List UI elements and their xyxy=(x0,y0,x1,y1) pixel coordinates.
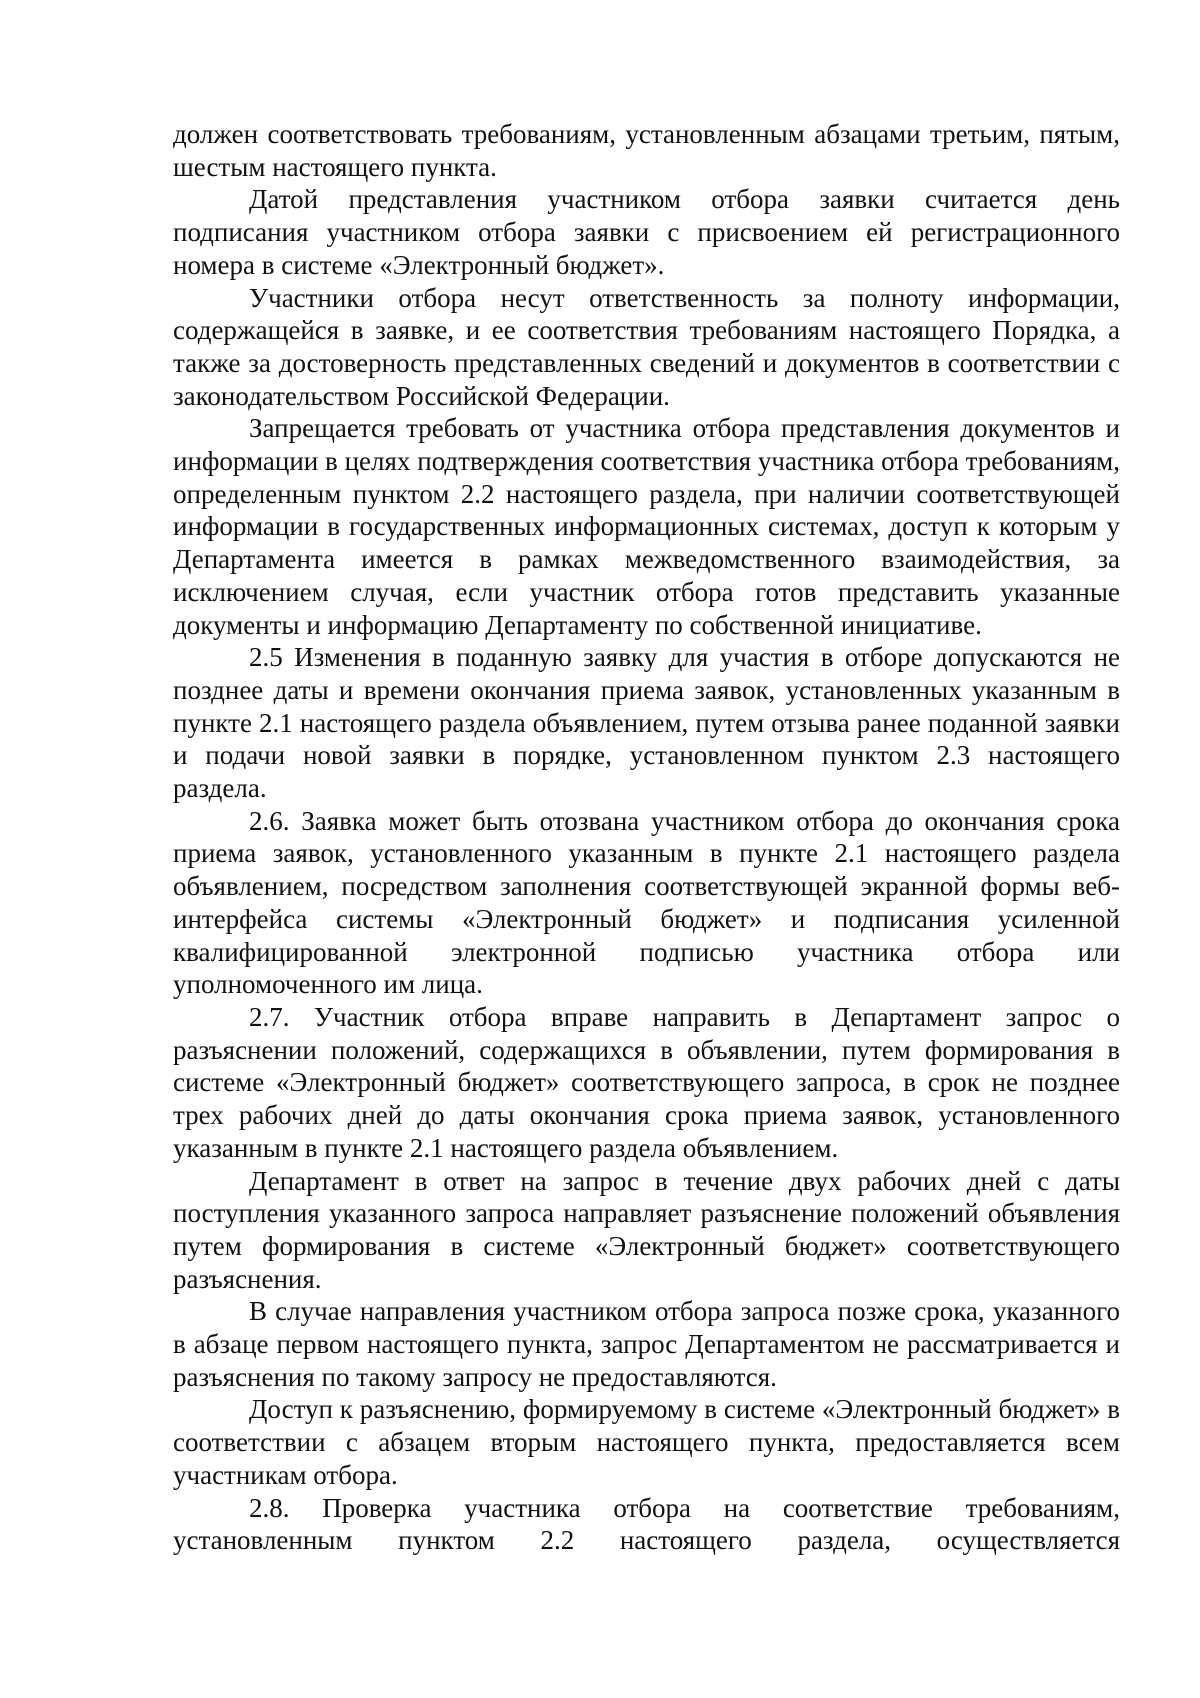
paragraph-late-request: В случае направления участником отбора запроса позже срока, указанного в абзаце первом настоящего пункта, запрос Департаментом не рассматривается и разъяснения по такому запросу не предоставляются. xyxy=(173,1296,1120,1392)
paragraph-submission-date: Датой представления участником отбора заявки считается день подписания участником отбора заявки с присвоением ей регистрационного номера в системе «Электронный бюджет». xyxy=(173,184,1120,280)
paragraph-2-7: 2.7. Участник отбора вправе направить в Департамент запрос о разъяснении положений, содержащихся в объявлении, путем формирования в системе «Электронный бюджет» соответствующего запроса, в срок не позднее трех рабочих дней до даты окончания срока приема заявок, установленного указанным в пункте 2.1 настоящего раздела объявлением. xyxy=(173,1001,1120,1163)
paragraph-2-6: 2.6. Заявка может быть отозвана участником отбора до окончания срока приема заявок, установленного указанным в пункте 2.1 настоящего раздела объявлением, посредством заполнения соответствующей экранной формы веб-интерфейса системы «Электронный бюджет» и подписания усиленной квалифицированной электронной подписью участника отбора или уполномоченного им лица. xyxy=(173,805,1120,1000)
paragraph-department-response: Департамент в ответ на запрос в течение двух рабочих дней с даты поступления указанного запроса направляет разъяснение положений объявления путем формирования в системе «Электронный бюджет» соответствующего разъяснения. xyxy=(173,1165,1120,1294)
document-page xyxy=(173,118,1120,1557)
paragraph-2-5: 2.5 Изменения в поданную заявку для участия в отборе допускаются не позднее даты и времени окончания приема заявок, установленных указанным в пункте 2.1 настоящего раздела объявлением, путем отзыва ранее поданной заявки и подачи новой заявки в порядке, установленном пунктом 2.3 настоящего раздела. xyxy=(173,642,1120,804)
paragraph-participant-responsibility: Участники отбора несут ответственность за полноту информации, содержащейся в заявке, и ее соответствия требованиям настоящего Порядка, а также за достоверность представленных сведений и документов в соответствии с законодательством Российской Федерации. xyxy=(173,282,1120,411)
paragraph-document-request-prohibition: Запрещается требовать от участника отбора представления документов и информации в целях подтверждения соответствия участника отбора требованиям, определенным пунктом 2.2 настоящего раздела, при наличии соответствующей информации в государственных информационных системах, доступ к которым у Департамента имеется в рамках межведомственного взаимодействия, за исключением случая, если участник отбора готов представить указанные документы и информацию Департаменту по собственной инициативе. xyxy=(173,413,1120,640)
paragraph-clarification-access: Доступ к разъяснению, формируемому в системе «Электронный бюджет» в соответствии с абзацем вторым настоящего пункта, предоставляется всем участникам отбора. xyxy=(173,1394,1120,1490)
paragraph-2-8: 2.8. Проверка участника отбора на соответствие требованиям, установленным пунктом 2.2 настоящего раздела, осуществляется xyxy=(173,1492,1120,1556)
paragraph-continuation: должен соответствовать требованиям, установленным абзацами третьим, пятым, шестым настоящего пункта. xyxy=(173,119,1120,182)
